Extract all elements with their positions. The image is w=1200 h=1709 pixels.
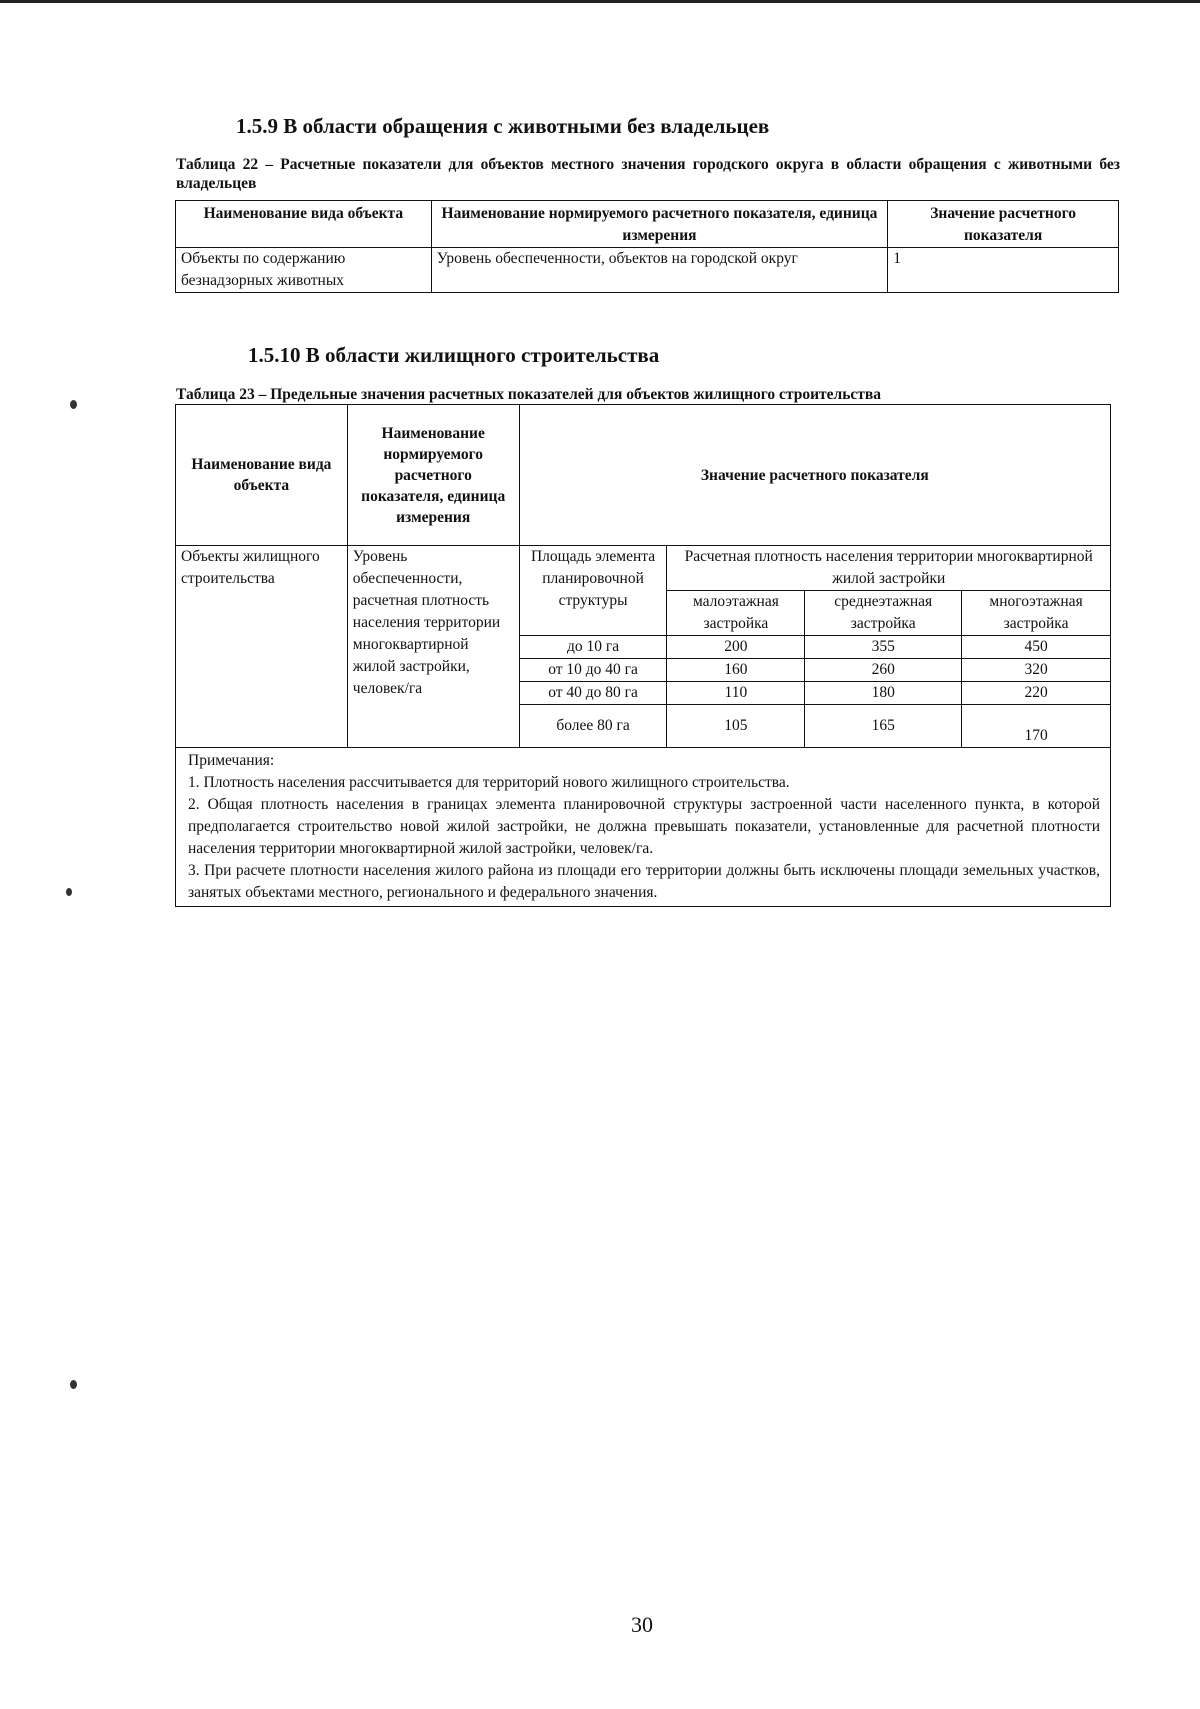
cell-object: Объекты по содержанию безнадзорных животных	[176, 248, 432, 293]
cell-high-rise: 450	[962, 636, 1111, 659]
cell-density-header: Расчетная плотность населения территории многоквартирной жилой застройки	[667, 546, 1111, 591]
cell-low-rise: 160	[667, 659, 805, 682]
table-23	[175, 404, 1111, 907]
cell-area: от 10 до 40 га	[519, 659, 667, 682]
cell-value: 1	[888, 248, 1119, 293]
notes-row	[176, 748, 1111, 907]
cell-high-rise: 170	[962, 705, 1111, 748]
scan-speck	[66, 888, 72, 896]
table-header-row	[176, 201, 1119, 248]
header-indicator: Наименование нормируемого расчетного показателя, единица измерения	[347, 405, 519, 546]
cell-area: до 10 га	[519, 636, 667, 659]
cell-high-rise: 320	[962, 659, 1111, 682]
scan-speck	[70, 1380, 77, 1389]
cell-low-rise: 110	[667, 682, 805, 705]
table-22-caption: Таблица 22 – Расчетные показатели для объектов местного значения городского округа в области обращения с животными без владельцев	[176, 156, 1120, 192]
table-header-row	[176, 405, 1111, 546]
cell-mid-rise: 260	[805, 659, 962, 682]
cell-high-rise-header: многоэтажная застройка	[962, 591, 1111, 636]
table-23-caption: Таблица 23 – Предельные значения расчетных показателей для объектов жилищного строительства	[176, 386, 882, 403]
section-title-animals: 1.5.9 В области обращения с животными без владельцев	[236, 114, 770, 138]
cell-area-header: Площадь элемента планировочной структуры	[519, 546, 667, 636]
header-object-type: Наименование вида объекта	[176, 201, 432, 248]
table-row	[176, 248, 1119, 293]
cell-mid-rise: 165	[805, 705, 962, 748]
cell-area: от 40 до 80 га	[519, 682, 667, 705]
cell-object: Объекты жилищного строительства	[176, 546, 348, 748]
note-item: 1. Плотность населения рассчитывается для территорий нового жилищного строительства.	[188, 774, 790, 791]
table-22	[175, 200, 1119, 293]
cell-mid-rise: 180	[805, 682, 962, 705]
scan-top-border	[0, 0, 1200, 3]
header-value: Значение расчетного показателя	[519, 405, 1110, 546]
cell-mid-rise-header: среднеэтажная застройка	[805, 591, 962, 636]
cell-high-rise: 220	[962, 682, 1111, 705]
note-item: 3. При расчете плотности населения жилого района из площади его территории должны быть исключены площади земельных участков, занятых объектами местного, регионального и федерального значения.	[188, 862, 1100, 901]
header-object-type: Наименование вида объекта	[176, 405, 348, 546]
header-value: Значение расчетного показателя	[888, 201, 1119, 248]
notes-title: Примечания:	[188, 752, 275, 769]
notes-cell	[176, 748, 1111, 907]
header-indicator: Наименование нормируемого расчетного показателя, единица измерения	[431, 201, 887, 248]
cell-area: более 80 га	[519, 705, 667, 748]
note-item: 2. Общая плотность населения в границах элемента планировочной структуры застроенной части населенного пункта, в которой предполагается строительство новой жилой застройки, не должна превышать показатели, установленные для расчетной плотности населения территории многоквартирной жилой застройки, человек/га.	[188, 796, 1100, 857]
cell-low-rise-header: малоэтажная застройка	[667, 591, 805, 636]
section-title-housing: 1.5.10 В области жилищного строительства	[248, 343, 660, 367]
cell-low-rise: 105	[667, 705, 805, 748]
table-row	[176, 546, 1111, 591]
page-number: 30	[631, 1612, 653, 1637]
cell-indicator: Уровень обеспеченности, объектов на городской округ	[431, 248, 887, 293]
cell-low-rise: 200	[667, 636, 805, 659]
scan-speck	[70, 400, 77, 409]
cell-mid-rise: 355	[805, 636, 962, 659]
cell-indicator: Уровень обеспеченности, расчетная плотность населения территории многоквартирной жилой застройки, человек/га	[347, 546, 519, 748]
